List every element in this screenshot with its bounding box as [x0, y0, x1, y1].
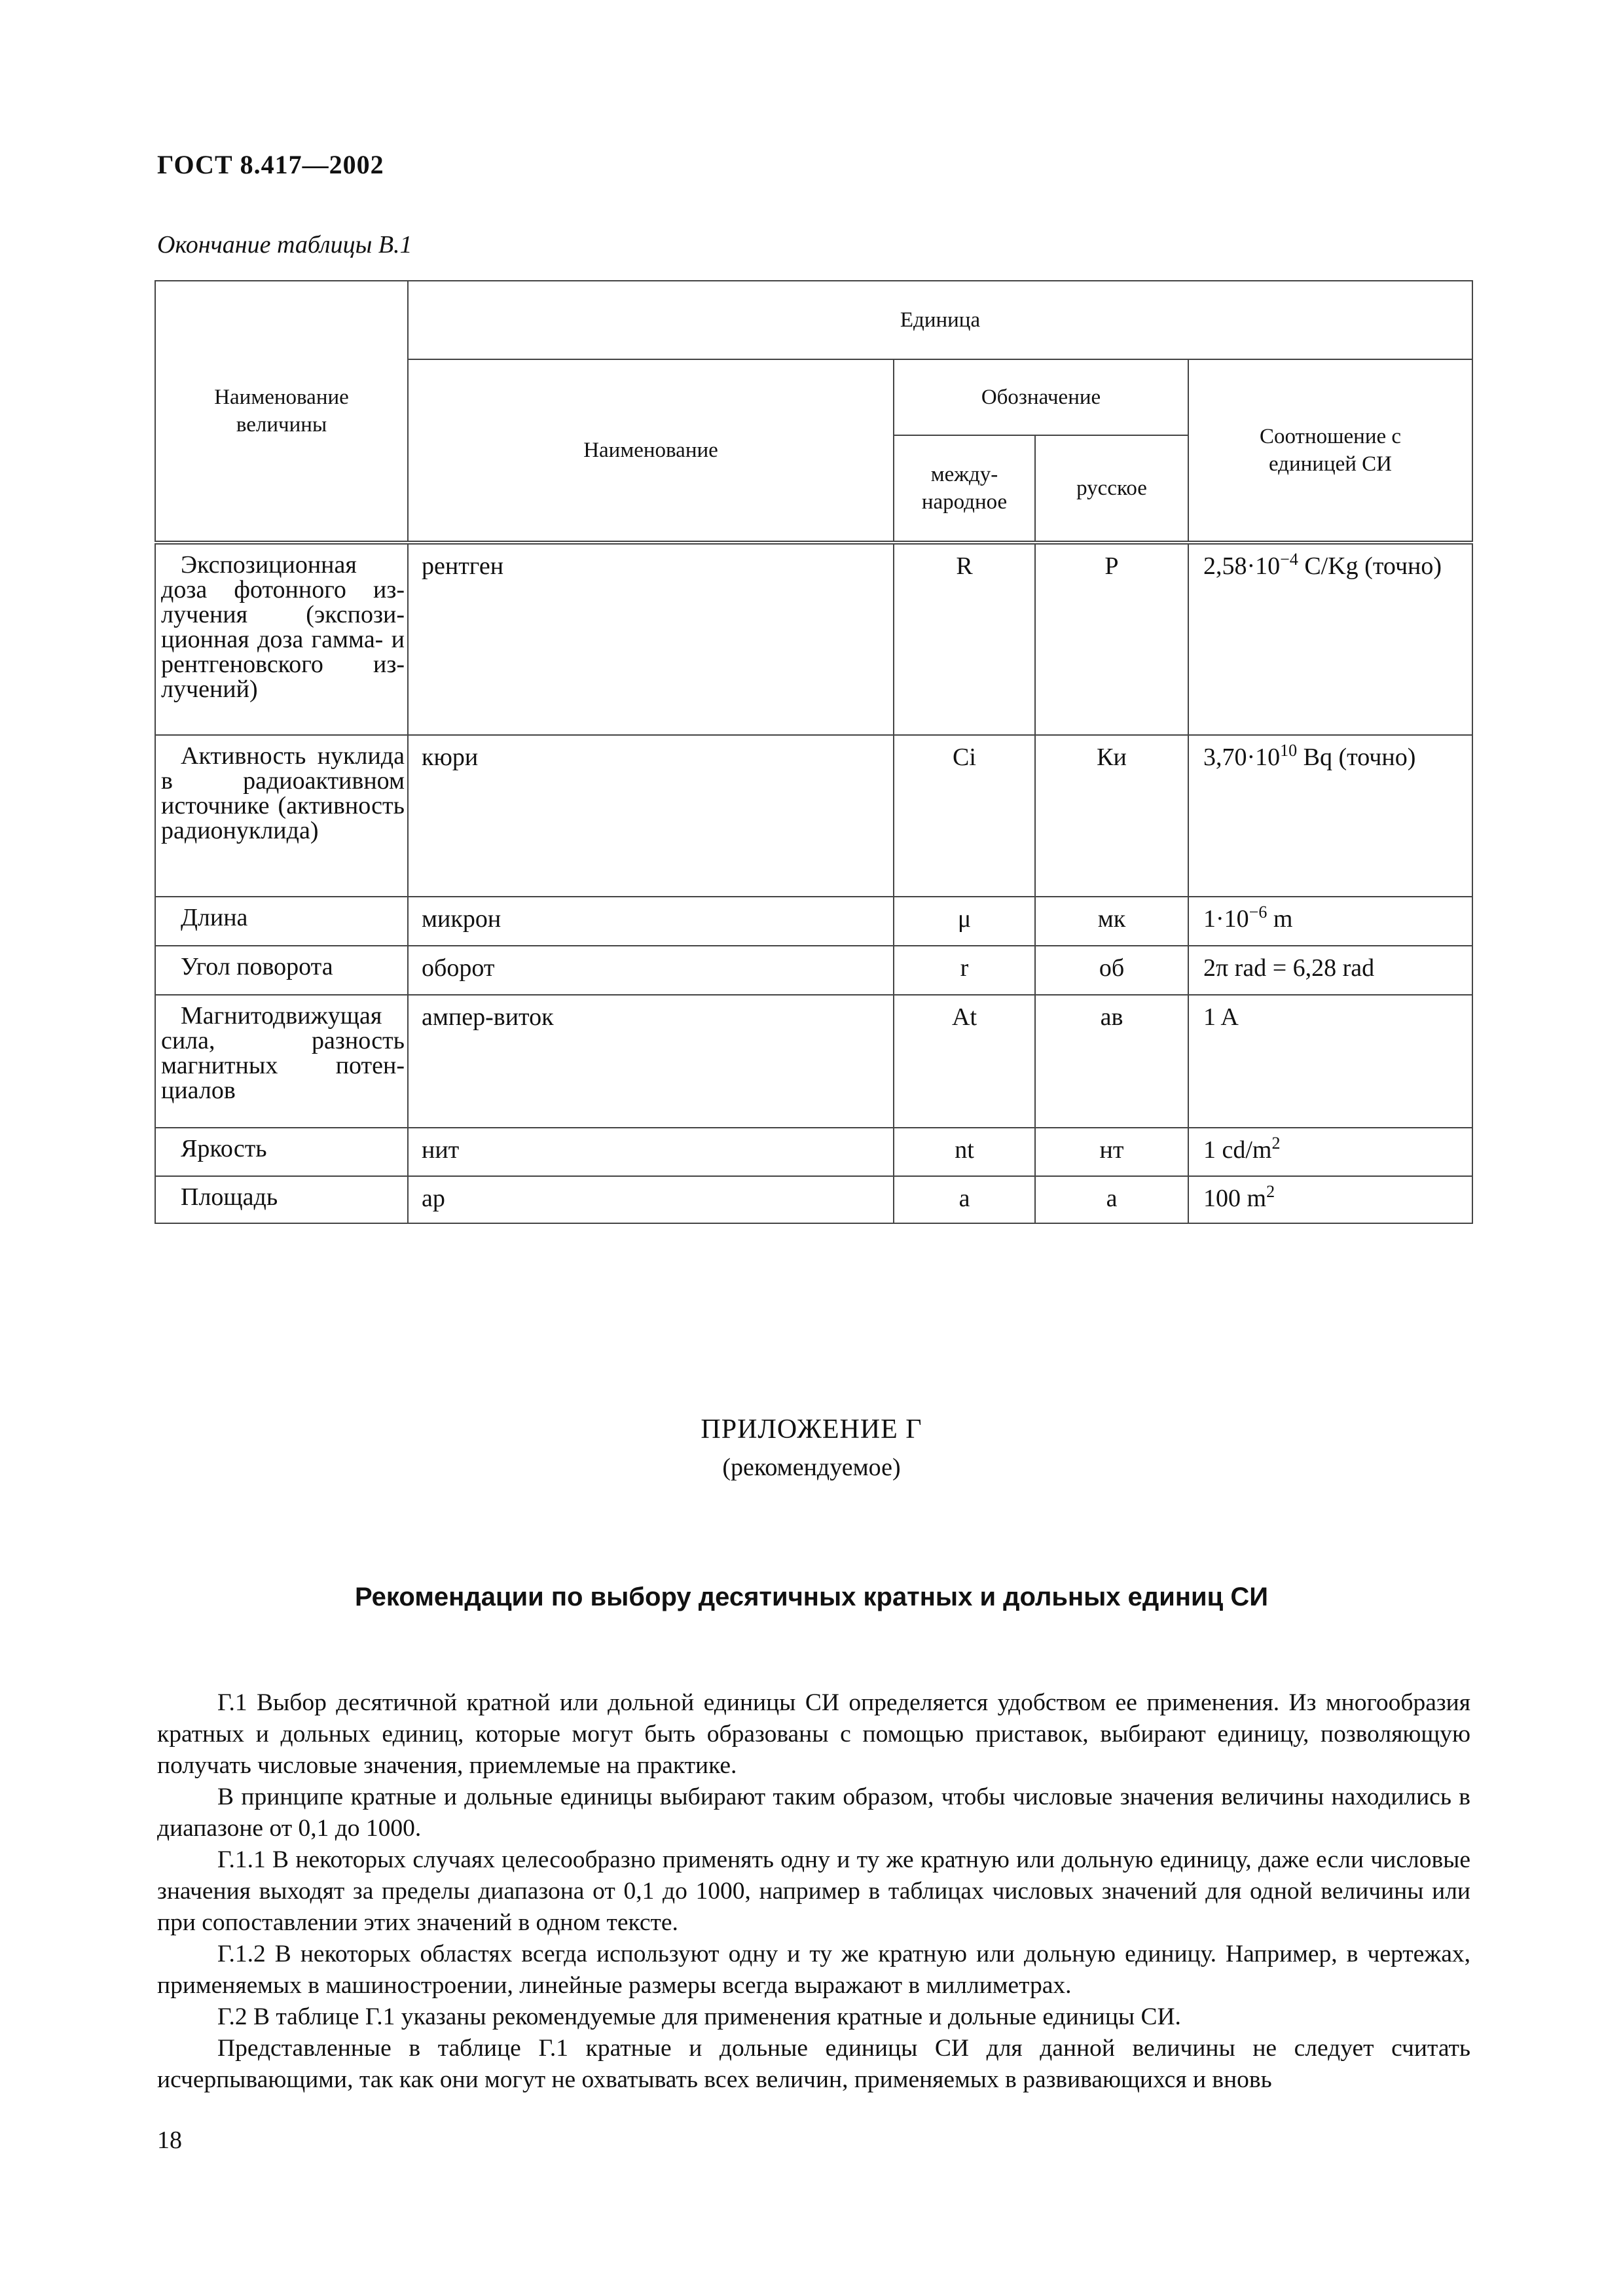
quantity-cell: Экспозиционная доза фотонного излучения (экспозиционная доза гамма- и рентгеновского излучений) [155, 543, 408, 735]
header-russian: русское [1035, 435, 1188, 543]
appendix-subtitle: (рекомендуемое) [722, 1454, 901, 1481]
relation-cell: 1 A [1188, 995, 1472, 1128]
intl-symbol-cell: r [894, 946, 1035, 995]
header-unit-name: Наименование [408, 359, 894, 543]
paragraph: В принципе кратные и дольные единицы выбирают таким образом, чтобы числовые значения величины находились в диапазоне от 0,1 до 1000. [157, 1784, 1470, 1842]
relation-cell: 1 $cd/m^2$ [1188, 1128, 1472, 1176]
unit-name-cell: кюри [408, 735, 894, 897]
rus-symbol-cell: а [1035, 1176, 1188, 1223]
unit-name-cell: оборот [408, 946, 894, 995]
intl-symbol-cell: a [894, 1176, 1035, 1223]
table-row [155, 897, 1472, 946]
header-relation: Соотношение с единицей СИ [1188, 359, 1472, 543]
quantity-cell: Активность нуклида в радиоактивном источнике (активность радионуклида) [155, 735, 408, 897]
quantity-cell: Магнитодвижущая сила, разность магнитных потенциалов [155, 995, 408, 1128]
relation-cell: $3,70\cdot 10^{10}$ Bq (точно) [1188, 735, 1472, 897]
section-heading: Рекомендации по выбору десятичных кратных и дольных единиц СИ [355, 1583, 1268, 1611]
quantity-cell: Площадь [155, 1176, 408, 1223]
rus-symbol-cell: Р [1035, 543, 1188, 735]
document-id: ГОСТ 8.417—2002 [157, 150, 384, 179]
appendix-title: ПРИЛОЖЕНИЕ Г [701, 1414, 922, 1444]
intl-symbol-cell: R [894, 543, 1035, 735]
relation-cell: 100 $m^2$ [1188, 1176, 1472, 1223]
header-unit: Единица [408, 281, 1472, 359]
table-row [155, 1128, 1472, 1176]
page-number: 18 [157, 2126, 182, 2154]
table-row [155, 1176, 1472, 1223]
intl-symbol-cell: nt [894, 1128, 1035, 1176]
paragraph: Г.1 Выбор десятичной кратной или дольной единицы СИ определяется удобством ее применения. Из многообразия кратных и дольных единиц, которые могут быть образованы с помощью приставок, выбирают единицу, позволяющую получать числовые значения, приемлемые на практике. [157, 1689, 1470, 1779]
rus-symbol-cell: нт [1035, 1128, 1188, 1176]
unit-name-cell: микрон [408, 897, 894, 946]
paragraph: Г.1.1 В некоторых случаях целесообразно применять одну и ту же кратную или дольную единицу, даже если числовые значения выходят за пределы диапазона от 0,1 до 1000, например в таблицах числовых значений для одной величины или при сопоставлении этих значений в одном тексте. [157, 1846, 1470, 1936]
quantity-cell: Длина [155, 897, 408, 946]
relation-cell: $1\cdot 10^{-6}$ m [1188, 897, 1472, 946]
intl-symbol-cell: μ [894, 897, 1035, 946]
rus-symbol-cell: ав [1035, 995, 1188, 1128]
table-row [155, 946, 1472, 995]
table-row [155, 995, 1472, 1128]
intl-symbol-cell: Ci [894, 735, 1035, 897]
table-row [155, 735, 1472, 897]
intl-symbol-cell: At [894, 995, 1035, 1128]
table-row [155, 543, 1472, 735]
unit-name-cell: ар [408, 1176, 894, 1223]
rus-symbol-cell: об [1035, 946, 1188, 995]
header-designation: Обозначение [894, 359, 1188, 435]
body-text [157, 1687, 1470, 2096]
unit-name-cell: нит [408, 1128, 894, 1176]
relation-cell: $2,58\cdot 10^{-4}$ C/Kg (точно) [1188, 543, 1472, 735]
units-table [155, 280, 1473, 1224]
quantity-cell: Яркость [155, 1128, 408, 1176]
paragraph: Представленные в таблице Г.1 кратные и дольные единицы СИ для данной величины не следует считать исчерпывающими, так как они могут не охватывать всех величин, применяемых в развивающихся и вновь [157, 2035, 1470, 2093]
rus-symbol-cell: Ки [1035, 735, 1188, 897]
header-quantity-name: Наименование величины [155, 281, 408, 543]
relation-cell: 2π rad = 6,28 rad [1188, 946, 1472, 995]
paragraph: Г.1.2 В некоторых областях всегда используют одну и ту же кратную или дольную единицу. Например, в чертежах, применяемых в машиностроении, линейные размеры всегда выражают в миллиметрах. [157, 1941, 1470, 1999]
unit-name-cell: рентген [408, 543, 894, 735]
rus-symbol-cell: мк [1035, 897, 1188, 946]
quantity-cell: Угол поворота [155, 946, 408, 995]
paragraph: Г.2 В таблице Г.1 указаны рекомендуемые для применения кратные и дольные единицы СИ. [217, 2003, 1181, 2030]
table-caption: Окончание таблицы В.1 [157, 231, 412, 259]
header-international: между- народное [894, 435, 1035, 543]
unit-name-cell: ампер-виток [408, 995, 894, 1128]
